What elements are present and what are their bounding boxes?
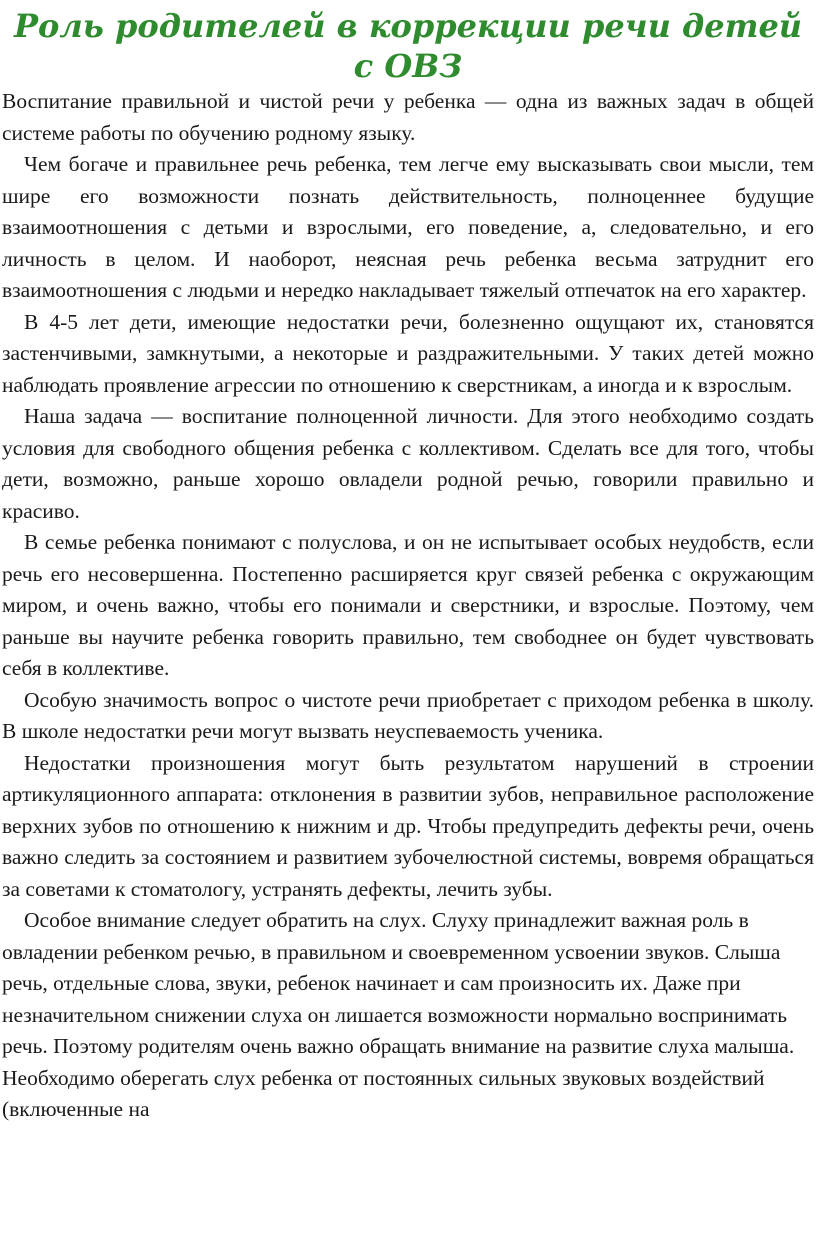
document-body xyxy=(2,86,814,1126)
paragraph-6: Особую значимость вопрос о чистоте речи приобретает с приходом ребенка в школу. В школе недостатки речи могут вызвать неуспеваемость ученика. xyxy=(2,687,814,743)
paragraph-3: В 4-5 лет дети, имеющие недостатки речи, болезненно ощущают их, становятся застенчивыми, замкнутыми, а некоторые и раздражительными. У таких детей можно наблюдать проявление агрессии по отношению к сверстникам, а иногда и к взрослым. xyxy=(2,309,814,397)
paragraph-4: Наша задача — воспитание полноценной личности. Для этого необходимо создать условия для свободного общения ребенка с коллективом. Сделать все для того, чтобы дети, возможно, раньше хорошо овладели родной речью, говорили правильно и красиво. xyxy=(2,404,814,523)
paragraph-8: Особое внимание следует обратить на слух. Слуху принадлежит важная роль в овладении ребенком речью, в правильном и своевременном усвоении звуков. Слыша речь, отдельные слова, звуки, ребенок начинает и сам произносить их. Даже при незначительном снижении слуха он лишается возможности нормально воспринимать речь. Поэтому родителям очень важно обращать внимание на развитие слуха малыша. Необходимо оберегать слух ребенка от постоянных сильных звуковых воздействий (включенные на xyxy=(2,908,795,1121)
paragraph-1: Воспитание правильной и чистой речи у ребенка — одна из важных задач в общей системе работы по обучению родному языку. xyxy=(2,89,814,145)
paragraph-5: В семье ребенка понимают с полуслова, и он не испытывает особых неудобств, если речь его несовершенна. Постепенно расширяется круг связей ребенка с окружающим миром, и очень важно, чтобы его понимали и сверстники, и взрослые. Поэтому, чем раньше вы научите ребенка говорить правильно, тем свободнее он будет чувствовать себя в коллективе. xyxy=(2,530,814,680)
paragraph-7: Недостатки произношения могут быть результатом нарушений в строении артикуляционного аппарата: отклонения в развитии зубов, неправильное расположение верхних зубов по отношению к нижним и др. Чтобы предупредить дефекты речи, очень важно следить за состоянием и развитием зубочелюстной системы, вовремя обращаться за советами к стоматологу, устранять дефекты, лечить зубы. xyxy=(2,750,814,901)
paragraph-2: Чем богаче и правильнее речь ребенка, тем легче ему высказывать свои мысли, тем шире его возможности познать действительность, полноценнее будущие взаимоотношения с детьми и взрослыми, его поведение, а, следовательно, и его личность в целом. И наоборот, неясная речь ребенка весьма затруднит его взаимоотношения с людьми и нередко накладывает тяжелый отпечаток на его характер. xyxy=(2,152,814,302)
document-title: Роль родителей в коррекции речи детей с ОВЗ xyxy=(13,7,803,85)
